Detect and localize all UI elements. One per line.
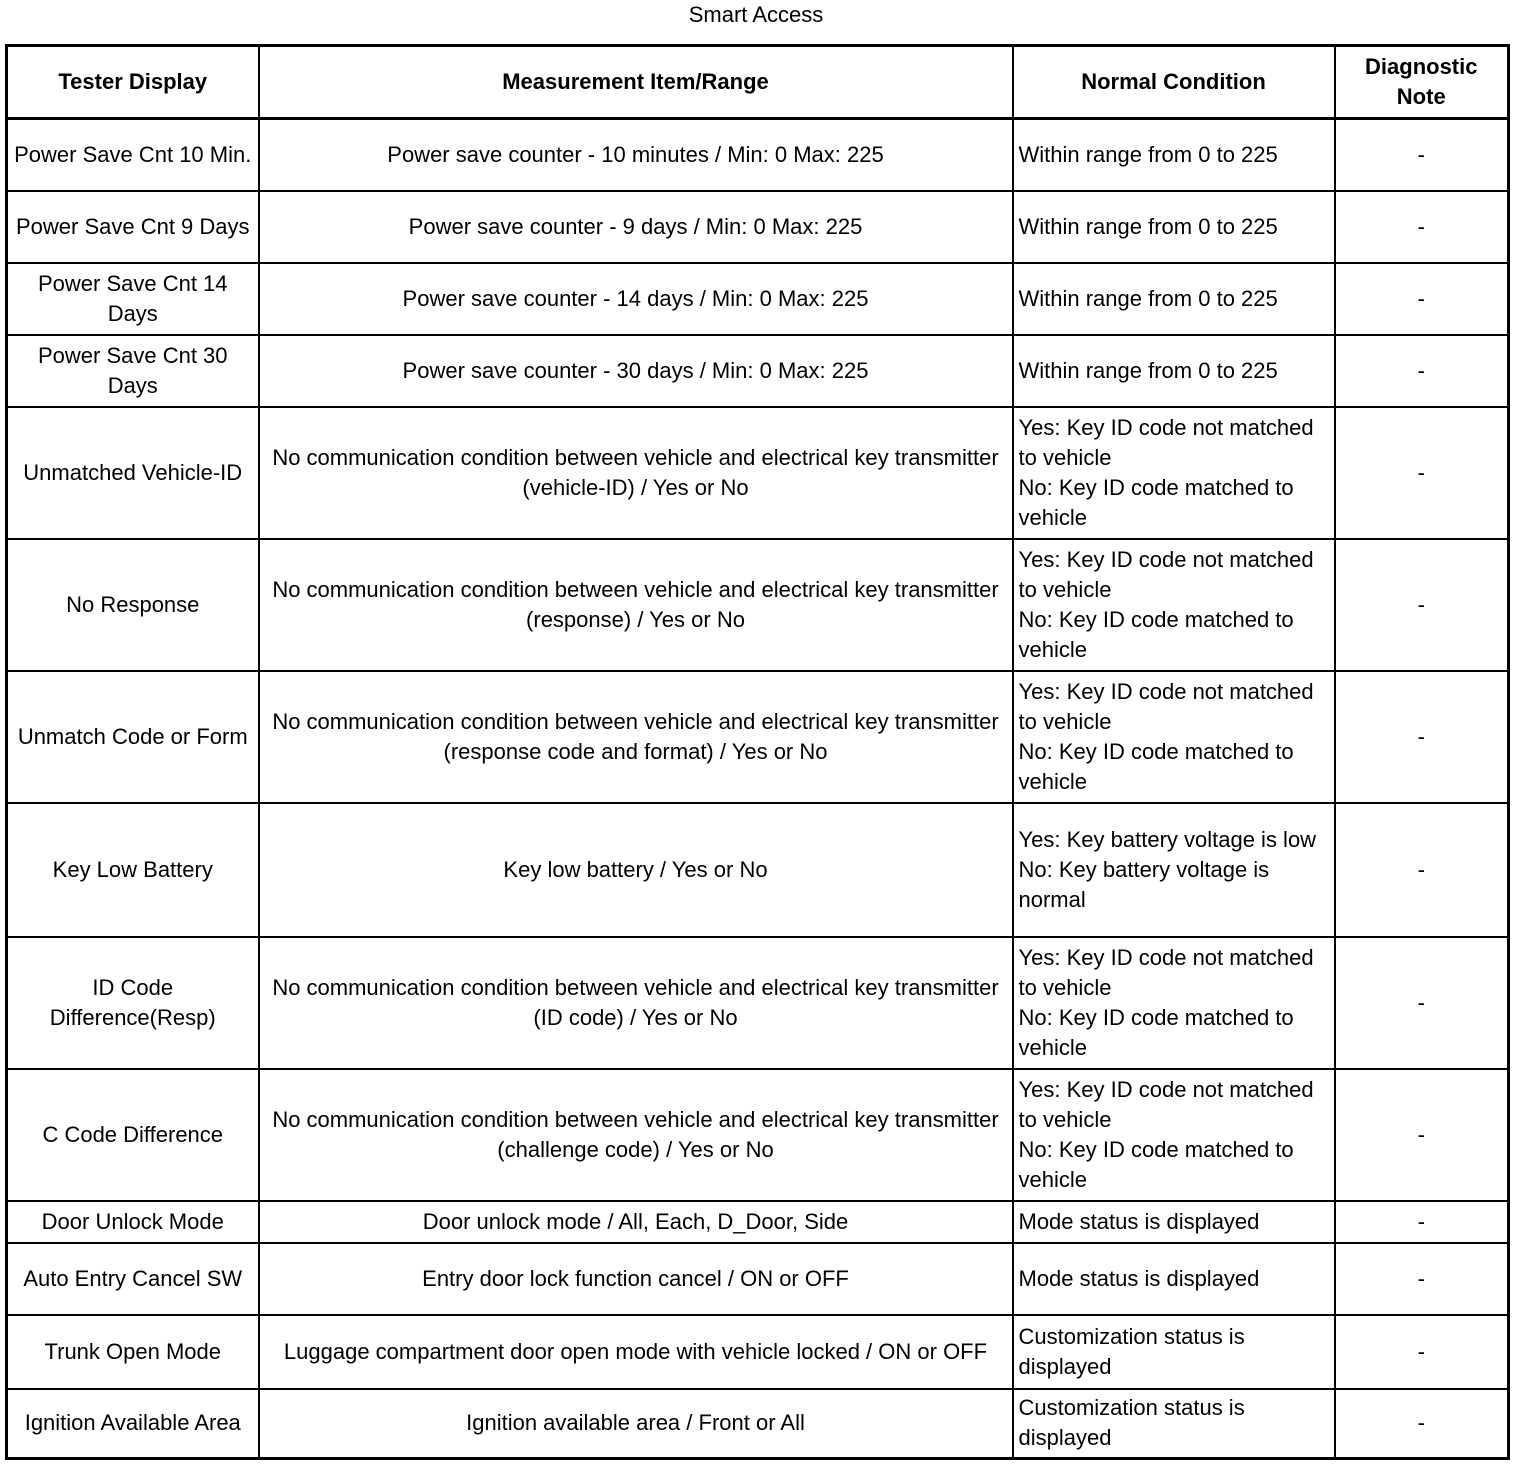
tester-display-cell: Power Save Cnt 14 Days [7,263,259,335]
tester-display-cell: Unmatched Vehicle-ID [7,407,259,539]
measurement-cell: No communication condition between vehicle and electrical key transmitter (response) / Yes or No [259,539,1013,671]
measurement-cell: Luggage compartment door open mode with vehicle locked / ON or OFF [259,1315,1013,1389]
diagnostic-note-cell: - [1335,1069,1509,1201]
table-row [7,1315,1509,1389]
diagnostic-note-cell: - [1335,1315,1509,1389]
normal-condition-cell: Yes: Key battery voltage is low No: Key battery voltage is normal [1013,803,1335,937]
tester-display-cell: ID Code Difference(Resp) [7,937,259,1069]
tester-display-cell: C Code Difference [7,1069,259,1201]
table-row [7,1069,1509,1201]
normal-condition-cell: Customization status is displayed [1013,1389,1335,1459]
tester-display-cell: Power Save Cnt 30 Days [7,335,259,407]
tester-display-cell: No Response [7,539,259,671]
diagnostic-note-cell: - [1335,539,1509,671]
tester-display-cell: Unmatch Code or Form [7,671,259,803]
normal-condition-cell: Customization status is displayed [1013,1315,1335,1389]
diagnostic-note-cell: - [1335,191,1509,263]
diagnostic-note-cell: - [1335,335,1509,407]
table-row [7,1201,1509,1243]
table-row [7,1389,1509,1459]
page-title: Smart Access [688,2,824,27]
tester-display-cell: Auto Entry Cancel SW [7,1243,259,1315]
table-row [7,263,1509,335]
header-measurement-item: Measurement Item/Range [259,46,1013,119]
measurement-cell: Power save counter - 9 days / Min: 0 Max: 225 [259,191,1013,263]
diagnostic-note-cell: - [1335,803,1509,937]
table-row [7,191,1509,263]
header-diagnostic-note: Diagnostic Note [1335,46,1509,119]
diagnostic-note-cell: - [1335,263,1509,335]
normal-condition-cell: Within range from 0 to 225 [1013,191,1335,263]
table-row [7,407,1509,539]
diagnostic-note-cell: - [1335,119,1509,191]
normal-condition-cell: Mode status is displayed [1013,1243,1335,1315]
measurement-cell: Power save counter - 30 days / Min: 0 Max: 225 [259,335,1013,407]
measurement-cell: Key low battery / Yes or No [259,803,1013,937]
normal-condition-cell: Yes: Key ID code not matched to vehicle No: Key ID code matched to vehicle [1013,539,1335,671]
measurement-cell: No communication condition between vehicle and electrical key transmitter (vehicle-ID) / Yes or No [259,407,1013,539]
smart-access-table [5,44,1510,1460]
header-tester-display: Tester Display [7,46,259,119]
tester-display-cell: Trunk Open Mode [7,1315,259,1389]
tester-display-cell: Power Save Cnt 10 Min. [7,119,259,191]
diagnostic-note-cell: - [1335,671,1509,803]
measurement-cell: Ignition available area / Front or All [259,1389,1013,1459]
table-row [7,335,1509,407]
measurement-cell: No communication condition between vehicle and electrical key transmitter (ID code) / Yes or No [259,937,1013,1069]
header-row [7,46,1509,119]
normal-condition-cell: Within range from 0 to 225 [1013,119,1335,191]
normal-condition-cell: Within range from 0 to 225 [1013,263,1335,335]
diagnostic-note-cell: - [1335,937,1509,1069]
diagnostic-note-cell: - [1335,407,1509,539]
normal-condition-cell: Yes: Key ID code not matched to vehicle No: Key ID code matched to vehicle [1013,1069,1335,1201]
table-row [7,803,1509,937]
normal-condition-cell: Yes: Key ID code not matched to vehicle No: Key ID code matched to vehicle [1013,671,1335,803]
diagnostic-note-cell: - [1335,1201,1509,1243]
table-row [7,671,1509,803]
diagnostic-note-cell: - [1335,1389,1509,1459]
header-normal-condition: Normal Condition [1013,46,1335,119]
measurement-cell: Entry door lock function cancel / ON or OFF [259,1243,1013,1315]
diagnostic-note-cell: - [1335,1243,1509,1315]
normal-condition-cell: Mode status is displayed [1013,1201,1335,1243]
measurement-cell: Door unlock mode / All, Each, D_Door, Side [259,1201,1013,1243]
measurement-cell: Power save counter - 10 minutes / Min: 0 Max: 225 [259,119,1013,191]
tester-display-cell: Key Low Battery [7,803,259,937]
table-row [7,539,1509,671]
normal-condition-cell: Yes: Key ID code not matched to vehicle No: Key ID code matched to vehicle [1013,937,1335,1069]
measurement-cell: No communication condition between vehicle and electrical key transmitter (challenge code) / Yes or No [259,1069,1013,1201]
table-row [7,937,1509,1069]
normal-condition-cell: Within range from 0 to 225 [1013,335,1335,407]
normal-condition-cell: Yes: Key ID code not matched to vehicle No: Key ID code matched to vehicle [1013,407,1335,539]
tester-display-cell: Door Unlock Mode [7,1201,259,1243]
tester-display-cell: Power Save Cnt 9 Days [7,191,259,263]
measurement-cell: No communication condition between vehicle and electrical key transmitter (response code and format) / Yes or No [259,671,1013,803]
table-row [7,1243,1509,1315]
measurement-cell: Power save counter - 14 days / Min: 0 Max: 225 [259,263,1013,335]
table-row [7,119,1509,191]
tester-display-cell: Ignition Available Area [7,1389,259,1459]
